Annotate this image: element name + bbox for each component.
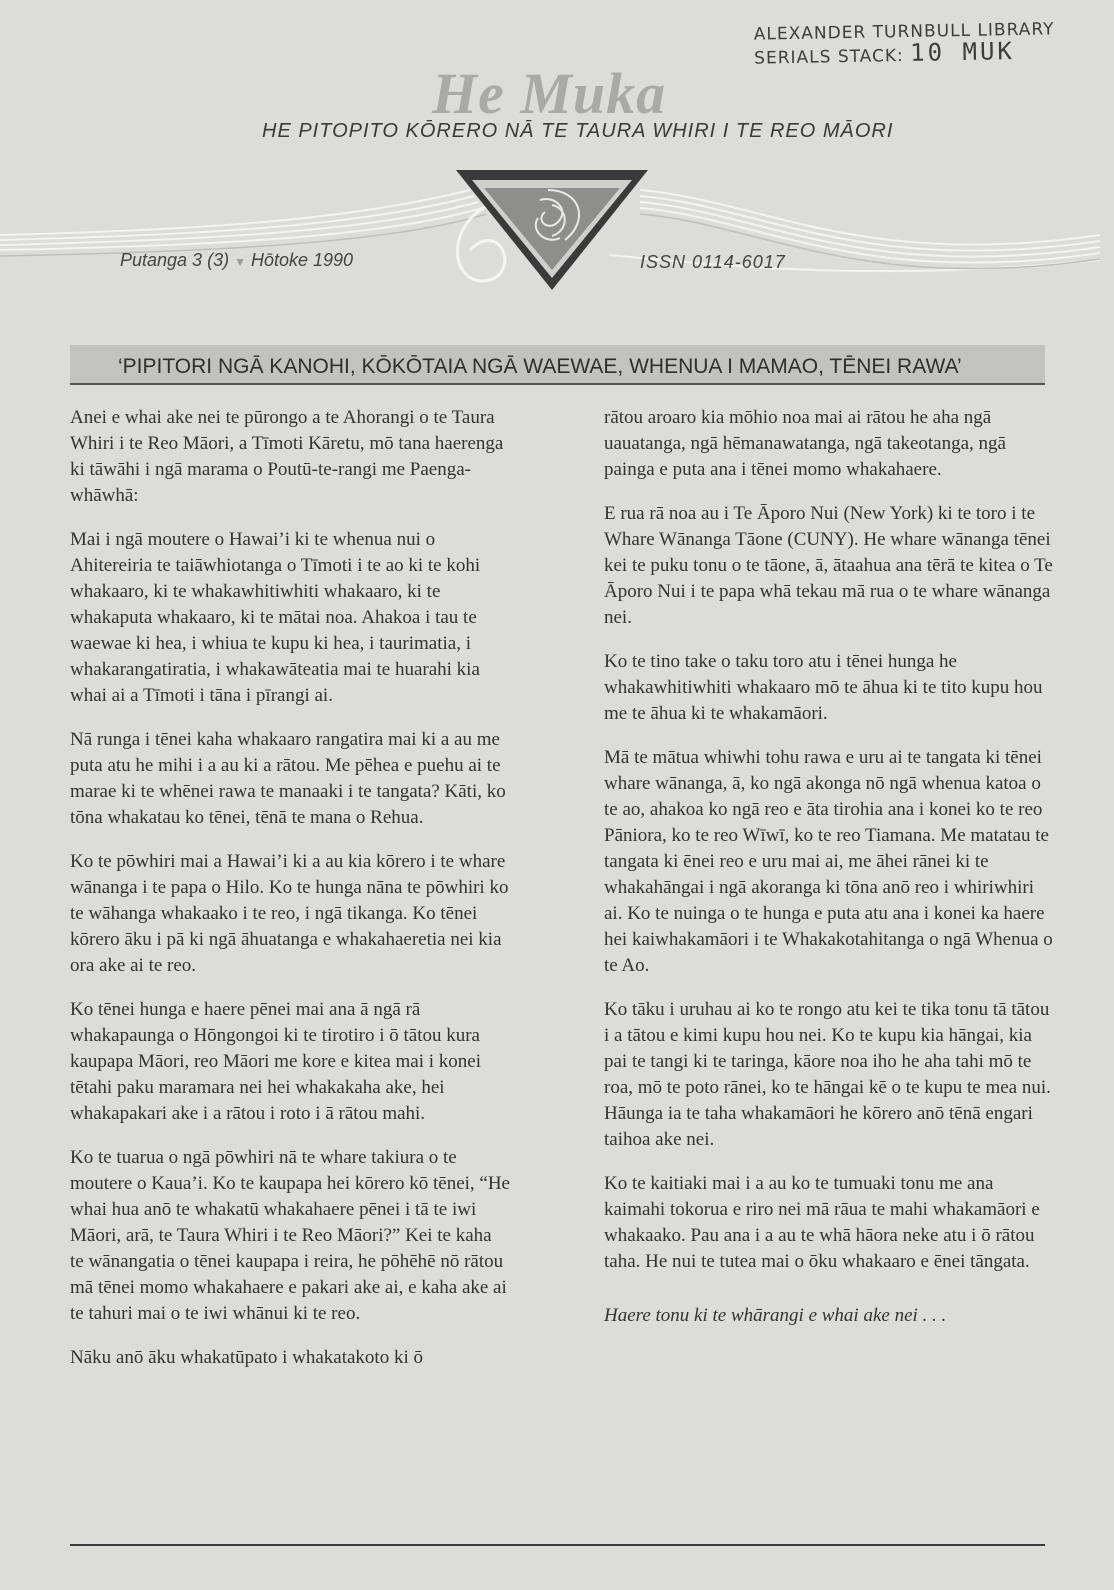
- issue-info: [120, 250, 353, 271]
- bottom-divider: [70, 1544, 1045, 1546]
- paragraph: Ko te tino take o taku toro atu i tēnei hunga he whakawhitiwhiti whakaaro mō te āhua ki te tito kupu hou me te āhua ki te whakamāori.: [604, 651, 1043, 724]
- article-right-column: [604, 405, 1054, 1347]
- article-headline: ‘PIPITORI NGĀ KANOHI, KŌKŌTAIA NGĀ WAEWAE, WHENUA I MAMAO, TĒNEI RAWA’: [118, 355, 962, 378]
- library-stamp: [754, 19, 1055, 69]
- issue-season: Hōtoke 1990: [250, 250, 354, 270]
- masthead-title: He Muka: [432, 61, 667, 126]
- stamp-handwritten-code: 10 MUK: [909, 37, 1016, 67]
- paragraph: Nāku anō āku whakatūpato i whakatakoto ki ō: [70, 1347, 423, 1368]
- paragraph: Ko te tuarua o ngā pōwhiri nā te whare takiura o te moutere o Kaua’i. Ko te kaupapa hei kōrero kō tēnei, “He whai hua anō te whakatū whakahaere pēnei i tā te iwi Māori, arā, te Taura Whiri i te Reo Māori?” Kei te kaha te wānangatia o tēnei kaupapa i reira, he pōhēhē nō rātou mā tēnei momo whakahaere e pakari ake ai, e kaha ake ai te tahuri mai o te iwi whānui ki te reo.: [70, 1147, 510, 1324]
- stamp-serials-line: [754, 37, 1055, 69]
- paragraph: Ko tēnei hunga e haere pēnei mai ana ā ngā rā whakapaunga o Hōngongoi ki te tirotiro i ō tātou kura kaupapa Māori, reo Māori me kore e kitea mai i konei tētahi paku maramara nei hei whakakaha ake, hei whakapakari ake i a rātou i roto i ā rātou mahi.: [70, 999, 481, 1124]
- masthead-subtitle: HE PITOPITO KŌRERO NĀ TE TAURA WHIRI I TE REO MĀORI: [262, 120, 894, 142]
- paragraph: E rua rā noa au i Te Āporo Nui (New York) ki te toro i te Whare Wānanga Tāone (CUNY). He whare wānanga tēnei kei te puku tonu o te tāone, ā, ātaahua ana tērā te kitea o Te Āporo Nui i te papa whā tekau mā rua o te whare wānanga nei.: [604, 503, 1053, 628]
- issue-number: Putanga 3 (3): [120, 250, 230, 270]
- triangle-down-icon: ▼: [234, 255, 246, 269]
- paragraph: Nā runga i tēnei kaha whakaaro rangatira mai ki a au me puta atu he mihi i a au ki a rātou. Me pēhea e puehu ai te marae ki te whēnei rawa te manaaki i te tangata? Kāti, ko tōna whakatau ko tēnei, tēnā te mana o Rehua.: [70, 729, 506, 828]
- continuation-note: Haere tonu ki te whārangi e whai ake nei . . .: [604, 1305, 947, 1326]
- banner-ribbon-graphic: [0, 160, 1114, 300]
- paragraph: Ko tāku i uruhau ai ko te rongo atu kei te tika tonu tā tātou i a tātou e kimi kupu hou nei. Ko te kupu kia hāngai, kia pai te tangi ki te taringa, kāore noa iho he aha tahi mō te roa, mō te poto rānei, ko te hāngai kē o te kupu te mea nui. Hāunga ia te taha whakamāori he kōrero anō tēnā engari taihoa ake nei.: [604, 999, 1051, 1150]
- article-left-column: [70, 405, 510, 1389]
- stamp-library-name: ALEXANDER TURNBULL LIBRARY: [753, 19, 1055, 45]
- paragraph: Ko te pōwhiri mai a Hawai’i ki a au kia kōrero i te whare wānanga i te papa o Hilo. Ko te hunga nāna te pōwhiri ko te wāhanga whakaako i te reo, i ngā tikanga. Ko tēnei kōrero āku i pā ki ngā āhuatanga e whakahaeretia nei kia ora ake ai te reo.: [70, 851, 509, 976]
- issn: ISSN 0114-6017: [640, 252, 786, 272]
- paragraph: Mā te mātua whiwhi tohu rawa e uru ai te tangata ki tēnei whare wānanga, ā, ko ngā akonga nō ngā whenua katoa o te ao, ahakoa ko ngā reo e āta tirohia ana i konei ko te reo Pāniora, ko te reo Wīwī, ko te reo Tiamana. Me matatau te tangata ki ēnei reo e uru mai ai, me āhei rānei ki te whakahāngai i ngā akoranga ki tōna anō reo i whiriwhiri ai. Ko te nuinga o te hunga e puta atu ana i konei ka haere hei kaiwhakamāori i te Whakakotahitanga o ngā Whenua o te Ao.: [604, 747, 1053, 976]
- paragraph: Mai i ngā moutere o Hawai’i ki te whenua nui o Ahitereiria te taiāwhiotanga o Tīmoti i te ao ki te kohi whakaaro, ki te whakawhitiwhiti whakaaro, ki te whakaputa whakaaro, ki te mātai noa. Ahakoa i tau te waewae ki hea, i whiua te kupu ki hea, i taurimatia, i whakarangatiratia, i whakawāteatia mai te huarahi kia whai ai a Tīmoti i tāna i pīrangi ai.: [70, 529, 481, 706]
- stamp-serials-label: SERIALS STACK:: [754, 46, 904, 69]
- triangle-emblem-icon: [456, 170, 648, 290]
- paragraph: Anei e whai ake nei te pūrongo a te Ahorangi o te Taura Whiri i te Reo Māori, a Tīmoti Kāretu, mō tana haerenga ki tāwāhi i ngā marama o Poutū-te-rangi me Paenga-whāwhā:: [70, 407, 504, 506]
- paragraph: rātou aroaro kia mōhio noa mai ai rātou he aha ngā uauatanga, ngā hēmanawatanga, ngā takeotanga, ngā painga e puta ana i tēnei momo whakahaere.: [604, 407, 1006, 480]
- paragraph: Ko te kaitiaki mai i a au ko te tumuaki tonu me ana kaimahi tokorua e riro nei mā rāua te mahi whakamāori e whakaako. Pau ana i a au te whā hāora neke atu i ō rātou taha. He nui te tutea mai o ōku whakaaro e ēnei tāngata.: [604, 1173, 1040, 1272]
